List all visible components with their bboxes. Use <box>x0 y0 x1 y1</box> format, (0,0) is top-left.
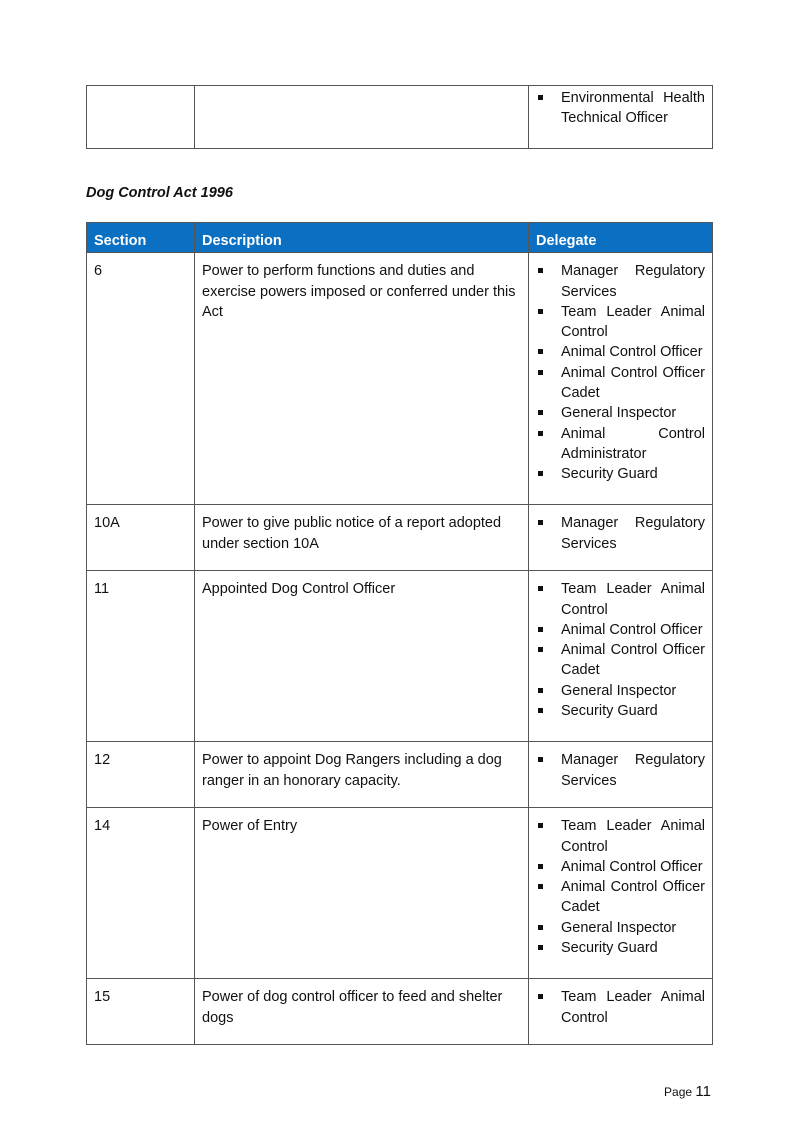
delegate-item: Manager Regulatory Services <box>536 261 705 302</box>
delegate-item: Animal Control Officer <box>536 342 705 362</box>
description-cell: Power of Entry <box>195 808 529 979</box>
delegate-item: Security Guard <box>536 464 705 484</box>
delegate-item: Animal Control Officer Cadet <box>536 640 705 681</box>
delegate-list <box>536 579 705 721</box>
header-section: Section <box>87 223 195 253</box>
delegate-cell <box>529 86 713 149</box>
table-header-row <box>87 223 713 253</box>
delegate-item: General Inspector <box>536 403 705 423</box>
delegate-item: Manager Regulatory Services <box>536 750 705 791</box>
section-cell: 11 <box>87 571 195 742</box>
page-number: 11 <box>695 1083 711 1100</box>
continuation-table-body <box>87 86 713 149</box>
delegate-item: Team Leader Animal Control <box>536 987 705 1028</box>
delegations-table <box>86 222 713 1045</box>
delegate-cell <box>529 979 713 1045</box>
delegate-item: Animal Control Officer Cadet <box>536 363 705 404</box>
delegations-table-body <box>87 253 713 1045</box>
delegate-item: Animal Control Administrator <box>536 424 705 465</box>
page-label: Page <box>664 1085 693 1099</box>
section-heading: Dog Control Act 1996 <box>86 185 233 201</box>
continuation-table <box>86 85 713 149</box>
description-cell <box>195 86 529 149</box>
section-cell: 14 <box>87 808 195 979</box>
section-cell: 6 <box>87 253 195 505</box>
delegate-item: Security Guard <box>536 938 705 958</box>
delegate-item: Manager Regulatory Services <box>536 513 705 554</box>
delegate-item: Animal Control Officer <box>536 620 705 640</box>
delegate-cell <box>529 253 713 505</box>
page-footer <box>664 1083 711 1100</box>
delegate-list <box>536 816 705 958</box>
delegate-list <box>536 261 705 484</box>
delegate-item: Team Leader Animal Control <box>536 579 705 620</box>
delegate-item: Animal Control Officer Cadet <box>536 877 705 918</box>
description-cell: Power to perform functions and duties and exercise powers imposed or conferred under this Act <box>195 253 529 505</box>
delegate-item: General Inspector <box>536 918 705 938</box>
table-row <box>87 505 713 571</box>
description-cell: Power of dog control officer to feed and shelter dogs <box>195 979 529 1045</box>
delegate-item: General Inspector <box>536 681 705 701</box>
section-cell: 10A <box>87 505 195 571</box>
section-cell: 12 <box>87 742 195 808</box>
delegate-cell <box>529 505 713 571</box>
table-row <box>87 86 713 149</box>
delegate-item: Security Guard <box>536 701 705 721</box>
delegate-cell <box>529 808 713 979</box>
delegate-cell <box>529 571 713 742</box>
description-cell: Appointed Dog Control Officer <box>195 571 529 742</box>
table-row <box>87 808 713 979</box>
table-row <box>87 979 713 1045</box>
description-cell: Power to appoint Dog Rangers including a dog ranger in an honorary capacity. <box>195 742 529 808</box>
table-row <box>87 742 713 808</box>
delegate-list <box>536 750 705 791</box>
delegate-cell <box>529 742 713 808</box>
section-cell <box>87 86 195 149</box>
delegate-item: Animal Control Officer <box>536 857 705 877</box>
table-row <box>87 571 713 742</box>
delegate-list <box>536 987 705 1028</box>
delegate-item: Team Leader Animal Control <box>536 816 705 857</box>
delegate-list <box>536 513 705 554</box>
table-row <box>87 253 713 505</box>
delegate-list <box>536 88 705 129</box>
header-delegate: Delegate <box>529 223 713 253</box>
delegate-item: Team Leader Animal Control <box>536 302 705 343</box>
header-description: Description <box>195 223 529 253</box>
delegate-item: Environmental Health Technical Officer <box>536 88 705 129</box>
section-cell: 15 <box>87 979 195 1045</box>
description-cell: Power to give public notice of a report adopted under section 10A <box>195 505 529 571</box>
